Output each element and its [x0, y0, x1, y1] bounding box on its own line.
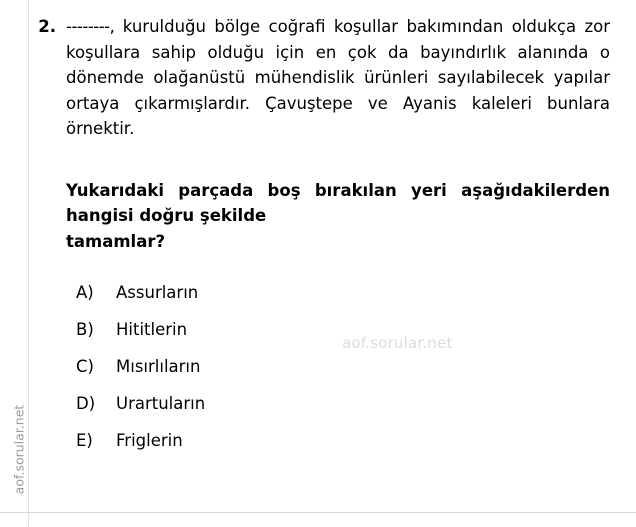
- option-d-text: Urartuların: [116, 394, 206, 413]
- question-content: [28, 0, 636, 467]
- prompt-line-3: tamamlar?: [66, 231, 166, 251]
- prompt-line-1: Yukarıdaki parçada boş bırakılan yeri: [66, 180, 447, 200]
- bottom-divider: [0, 512, 636, 513]
- option-e-letter: E): [76, 431, 93, 450]
- option-a-text: Assurların: [116, 283, 199, 302]
- stem-blank: --------,: [66, 17, 115, 36]
- option-b-text: Hititlerin: [116, 320, 188, 339]
- option-e-text: Friglerin: [116, 431, 183, 450]
- option-c-text: Mısırlıların: [116, 357, 201, 376]
- question-row: [28, 14, 614, 467]
- option-b-letter: B): [76, 320, 94, 339]
- option-e[interactable]: [76, 430, 614, 452]
- side-watermark-strip: [2, 0, 29, 527]
- stem-text: kurulduğu bölge coğrafi koşullar bakımından oldukça zor koşullara sahip olduğu için en çok da bayındırlık alanında o dönemde olağanüstü mühendislik ürünleri sayılabilecek yapılar ortaya çıkarmışlardır. Çavuştepe ve Ayanis kaleleri bunlara örnektir.: [66, 17, 610, 138]
- center-watermark-text: aof.sorular.net: [342, 334, 453, 352]
- question-body: [66, 14, 614, 467]
- prompt-line-2: aşağıdakilerden hangisi doğru şekilde: [66, 180, 611, 225]
- option-d[interactable]: [76, 393, 614, 415]
- option-c[interactable]: [76, 356, 614, 378]
- question-stem: [66, 14, 614, 142]
- side-watermark-text: aof.sorular.net: [11, 404, 27, 495]
- option-a-letter: A): [76, 283, 94, 302]
- question-number: 2.: [38, 17, 56, 36]
- option-a[interactable]: [76, 282, 614, 304]
- option-c-letter: C): [76, 357, 94, 376]
- answer-options-list: [66, 282, 614, 452]
- option-d-letter: D): [76, 394, 96, 413]
- option-b[interactable]: [76, 319, 614, 341]
- question-prompt: [66, 178, 614, 255]
